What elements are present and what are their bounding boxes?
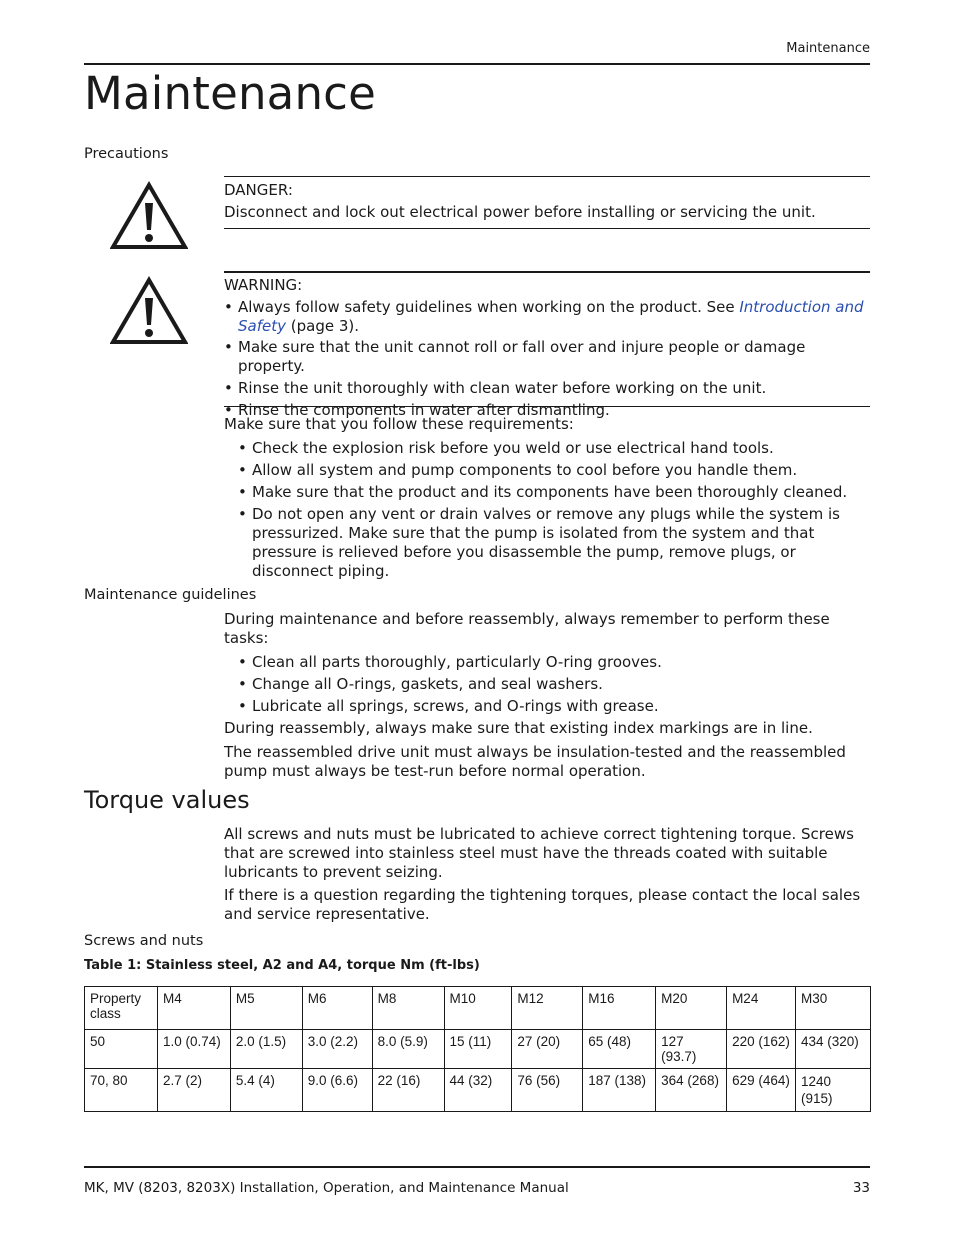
list-item: • Always follow safety guidelines when working on the product. See Introduction and Safety (page 3). (224, 298, 864, 336)
guidelines-para2: The reassembled drive unit must always be insulation-tested and the reassembled pump must always be test-run before normal operation. (224, 743, 846, 780)
table-cell: 5.4 (4) (230, 1069, 302, 1112)
table-cell: 76 (56) (512, 1069, 583, 1112)
warning-block (224, 276, 864, 420)
list-item: • Make sure that the unit cannot roll or fall over and injure people or damage property. (224, 338, 864, 376)
table-cell: 8.0 (5.9) (372, 1030, 444, 1069)
guidelines-heading: Maintenance guidelines (84, 587, 257, 603)
table-cell: 187 (138) (583, 1069, 656, 1112)
table-cell: 15 (11) (444, 1030, 512, 1069)
page-title: Maintenance (84, 67, 376, 120)
precautions-heading: Precautions (84, 146, 169, 162)
guidelines-intro: During maintenance and before reassembly, always remember to perform these tasks: (224, 610, 830, 647)
table-header-cell: M10 (444, 987, 512, 1030)
guidelines-para1: During reassembly, always make sure that existing index markings are in line. (224, 719, 813, 737)
table-cell: 127 (93.7) (656, 1030, 727, 1069)
table-header-cell: M6 (302, 987, 372, 1030)
table-cell: 364 (268) (656, 1069, 727, 1112)
warning-list (224, 298, 864, 420)
table-row (85, 1069, 871, 1112)
table-cell: 629 (464) (727, 1069, 796, 1112)
requirements-block (224, 415, 864, 581)
danger-text: Disconnect and lock out electrical power before installing or servicing the unit. (224, 203, 816, 221)
danger-block (224, 181, 864, 222)
warning-bottom-rule (224, 406, 870, 407)
table-header-cell: M16 (583, 987, 656, 1030)
table-header-cell: M12 (512, 987, 583, 1030)
screws-nuts-heading: Screws and nuts (84, 933, 204, 949)
table-cell: 434 (320) (795, 1030, 870, 1069)
table-cell: 220 (162) (727, 1030, 796, 1069)
requirements-intro: Make sure that you follow these requirements: (224, 415, 574, 433)
table-header-cell: M4 (157, 987, 230, 1030)
intro-safety-link[interactable]: Introduction and Safety (238, 298, 864, 335)
list-item: • Lubricate all springs, screws, and O-rings with grease. (238, 697, 864, 716)
list-item: • Rinse the unit thoroughly with clean water before working on the unit. (224, 379, 864, 398)
list-item: • Rinse the components in water after dismantling. (224, 401, 864, 420)
table-caption: Table 1: Stainless steel, A2 and A4, torque Nm (ft-lbs) (84, 958, 480, 973)
table-header-cell: M8 (372, 987, 444, 1030)
table-cell: 2.7 (2) (157, 1069, 230, 1112)
torque-block (224, 825, 864, 924)
table-cell: 3.0 (2.2) (302, 1030, 372, 1069)
torque-heading: Torque values (84, 786, 250, 814)
footer-text: MK, MV (8203, 8203X) Installation, Operation, and Maintenance Manual (84, 1180, 569, 1196)
requirements-list (224, 439, 864, 581)
table-cell: 44 (32) (444, 1069, 512, 1112)
table-cell: 1.0 (0.74) (157, 1030, 230, 1069)
table-header-cell: Property class (85, 987, 158, 1030)
torque-para1: All screws and nuts must be lubricated to achieve correct tightening torque. Screws that are screwed into stainless steel must have the threads coated with suitable lubricants to prevent seizing. (224, 825, 854, 881)
torque-para2: If there is a question regarding the tightening torques, please contact the local sales and service representative. (224, 886, 861, 923)
table-header-cell: M30 (795, 987, 870, 1030)
table-cell: 50 (85, 1030, 158, 1069)
table-cell: 9.0 (6.6) (302, 1069, 372, 1112)
table-row (85, 1030, 871, 1069)
warning-top-rule (224, 271, 870, 273)
guidelines-block (224, 610, 864, 781)
table-cell: 70, 80 (85, 1069, 158, 1112)
warning-triangle-icon (110, 276, 188, 346)
table-header-cell: M24 (727, 987, 796, 1030)
table-cell: 1240 (915) (795, 1069, 870, 1112)
warning-label: WARNING: (224, 276, 303, 294)
table-cell: 65 (48) (583, 1030, 656, 1069)
table-header-cell: M20 (656, 987, 727, 1030)
list-item: • Make sure that the product and its components have been thoroughly cleaned. (238, 483, 864, 502)
table-cell: 22 (16) (372, 1069, 444, 1112)
list-item: • Check the explosion risk before you weld or use electrical hand tools. (238, 439, 864, 458)
danger-bottom-rule (224, 228, 870, 229)
page-number: 33 (852, 1180, 870, 1196)
table-header-row (85, 987, 871, 1030)
warning-triangle-icon (110, 181, 188, 251)
table-cell: 2.0 (1.5) (230, 1030, 302, 1069)
torque-table (84, 986, 871, 1112)
table-cell: 27 (20) (512, 1030, 583, 1069)
list-item: • Allow all system and pump components to cool before you handle them. (238, 461, 864, 480)
running-header: Maintenance (786, 41, 870, 56)
footer-rule (84, 1166, 870, 1168)
guidelines-list (224, 653, 864, 716)
list-item: • Change all O-rings, gaskets, and seal washers. (238, 675, 864, 694)
list-item: • Clean all parts thoroughly, particularly O-ring grooves. (238, 653, 864, 672)
danger-label: DANGER: (224, 181, 293, 199)
danger-top-rule (224, 176, 870, 177)
list-item: • Do not open any vent or drain valves or remove any plugs while the system is pressurized. Make sure that the pump is isolated from the system and that pressure is relieved before you disassemble the pump, remove plugs, or disconnect piping. (238, 505, 864, 581)
table-header-cell: M5 (230, 987, 302, 1030)
